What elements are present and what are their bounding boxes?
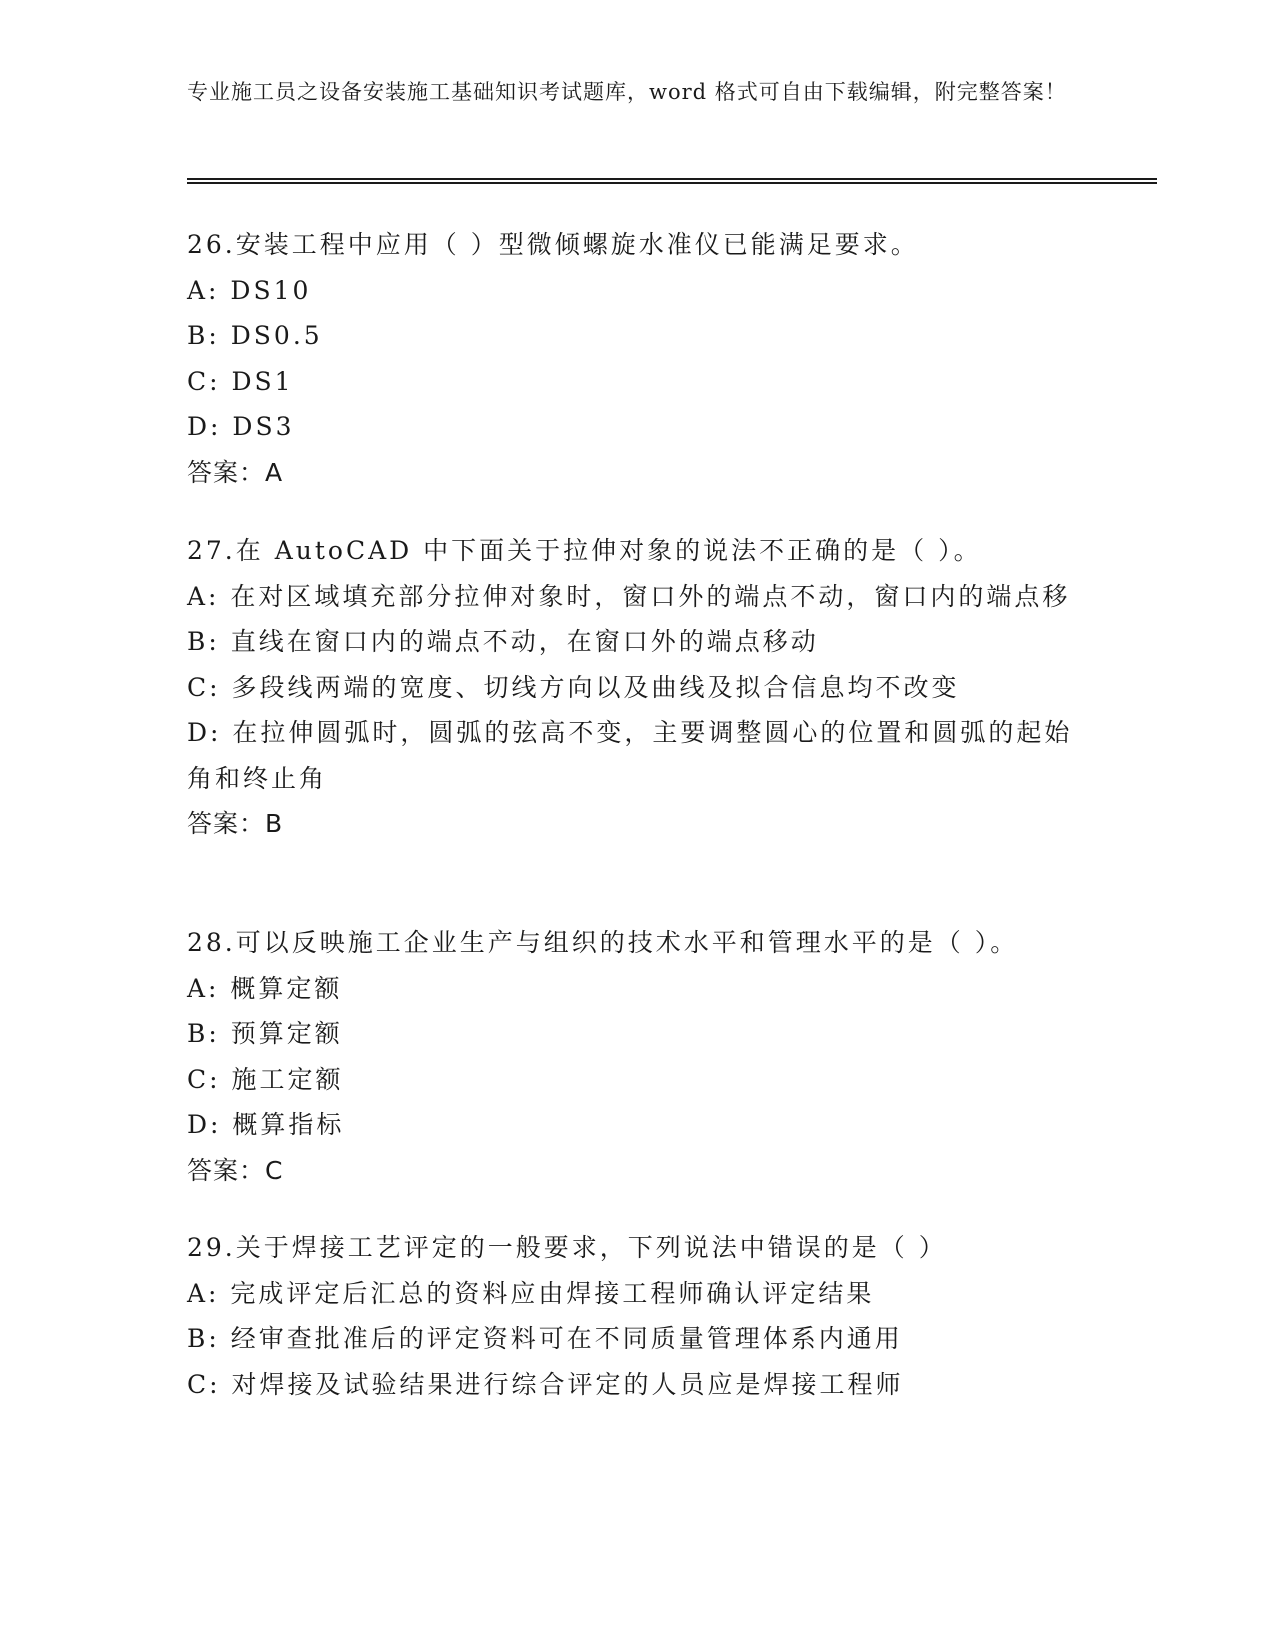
option-b: B: 预算定额 [187,1019,343,1048]
option-a: A: DS10 [187,275,312,305]
document-header: 专业施工员之设备安装施工基础知识考试题库，word 格式可自由下载编辑，附完整答案！ [187,80,1067,104]
option-a: A: 在对区域填充部分拉伸对象时，窗口外的端点不动，窗口内的端点移 [187,581,1071,611]
option-b: B: 直线在窗口内的端点不动，在窗口外的端点移动 [187,627,819,656]
option-d: D: 概算指标 [187,1110,345,1139]
question-stem: 29.关于焊接工艺评定的一般要求，下列说法中错误的是（ ） [187,1233,947,1262]
answer: 答案：B [187,809,284,838]
answer: 答案：A [187,457,284,487]
option-d: D: DS3 [187,412,295,441]
question-stem: 26.安装工程中应用（ ）型微倾螺旋水准仪已能满足要求。 [187,230,919,259]
option-b: B: DS0.5 [187,321,323,350]
question-28 [187,920,1087,1193]
option-c: C: 多段线两端的宽度、切线方向以及曲线及拟合信息均不改变 [187,672,960,702]
option-c: C: 对焊接及试验结果进行综合评定的人员应是焊接工程师 [187,1369,904,1399]
question-26 [187,222,1087,495]
option-a: A: 完成评定后汇总的资料应由焊接工程师确认评定结果 [187,1278,875,1308]
question-stem: 28.可以反映施工企业生产与组织的技术水平和管理水平的是（ ）。 [187,928,1019,957]
header-divider [187,178,1157,184]
question-27 [187,528,1087,847]
answer: 答案：C [187,1155,284,1185]
option-c: C: 施工定额 [187,1064,344,1094]
option-d: D: 在拉伸圆弧时，圆弧的弦高不变，主要调整圆心的位置和圆弧的起始角和终止角 [187,718,1073,793]
option-c: C: DS1 [187,366,294,396]
option-a: A: 概算定额 [187,973,343,1003]
option-b: B: 经审查批准后的评定资料可在不同质量管理体系内通用 [187,1324,903,1353]
question-stem: 27.在 AutoCAD 中下面关于拉伸对象的说法不正确的是（ ）。 [187,536,982,565]
question-29 [187,1225,1087,1407]
